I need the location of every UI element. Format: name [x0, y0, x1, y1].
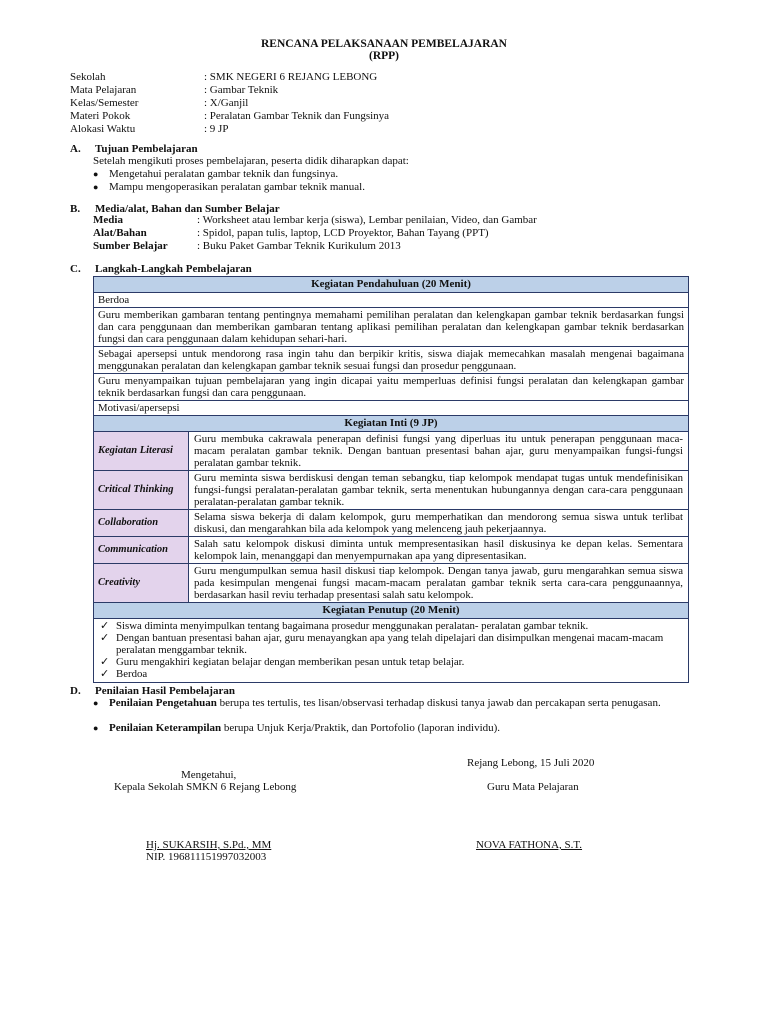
- info-row: [70, 97, 389, 110]
- check-text: Siswa diminta menyimpulkan tentang bagaimana prosedur menggunakan peralatan- peralatan gambar teknik.: [116, 620, 589, 632]
- assessment-text: [109, 697, 687, 710]
- bullet-icon: ●: [93, 169, 99, 179]
- identity-block: [70, 71, 389, 136]
- approval-heading: Mengetahui,: [181, 769, 237, 781]
- check-item: [100, 656, 682, 668]
- check-icon: ✓: [100, 656, 110, 668]
- media-key: Alat/Bahan: [93, 227, 147, 239]
- media-key: Sumber Belajar: [93, 240, 168, 252]
- check-text: Dengan bantuan presentasi bahan ajar, guru menayangkan apa yang telah dipelajari dan disimpulkan mengenai macam-macam peralatan menggambar teknik.: [116, 632, 664, 656]
- info-key: Materi Pokok: [70, 110, 131, 122]
- section-a-intro: Setelah mengikuti proses pembelajaran, peserta didik diharapkan dapat:: [93, 155, 409, 167]
- table-row: Berdoa: [94, 293, 688, 308]
- section-c-heading: [70, 263, 252, 276]
- info-key: Mata Pelajaran: [70, 84, 137, 96]
- media-row: [93, 214, 537, 227]
- section-title: Media/alat, Bahan dan Sumber Belajar: [95, 203, 280, 215]
- check-icon: ✓: [100, 668, 110, 680]
- activity-text: Guru meminta siswa berdiskusi dengan teman sebangku, tiap kelompok mendapat tugas untuk mendefinisikan fungsi-fungsi peralatan-peralatan gambar teknik, serta menentukan hubungannya dengan cara-cara penggunaan peralatan-peralatan gambar teknik.: [194, 472, 683, 508]
- principal-name: Hj. SUKARSIH, S.Pd., MM: [146, 839, 272, 851]
- check-icon: ✓: [100, 620, 110, 632]
- info-value: : Peralatan Gambar Teknik dan Fungsinya: [204, 110, 390, 122]
- media-key: Media: [93, 214, 123, 226]
- info-value: : Gambar Teknik: [204, 84, 279, 96]
- assessment-item: [93, 722, 687, 735]
- table-header-penutup: Kegiatan Penutup (20 Menit): [94, 603, 688, 619]
- document-title: RENCANA PELAKSANAAN PEMBELAJARAN: [261, 38, 507, 50]
- section-title: Langkah-Langkah Pembelajaran: [95, 263, 252, 275]
- closing-list: [94, 619, 688, 682]
- media-value: : Buku Paket Gambar Teknik Kurikulum 2013: [197, 240, 401, 252]
- table-row: [94, 432, 688, 471]
- info-value: : 9 JP: [204, 123, 229, 135]
- bullet-icon: ●: [93, 723, 99, 733]
- check-text: Guru mengakhiri kegiatan belajar dengan memberikan pesan untuk tetap belajar.: [116, 656, 465, 668]
- principal-nip: NIP. 196811151997032003: [146, 851, 267, 863]
- activity-label: Critical Thinking: [94, 471, 189, 509]
- info-key: Kelas/Semester: [70, 97, 139, 109]
- activity-text: Guru membuka cakrawala penerapan definisi fungsi yang diperluas itu untuk penerapan penggunaan maca-macam peralatan gambar teknik. Dengan bantuan presentasi bahan ajar, guru menyampaikan fungsi-fungsi peralatan gambar teknik.: [194, 433, 683, 469]
- section-letter: A.: [70, 143, 81, 155]
- table-header-inti: Kegiatan Inti (9 JP): [94, 416, 688, 432]
- learning-steps-table: [93, 276, 689, 683]
- table-row: [94, 471, 688, 510]
- table-row: Guru memberikan gambaran tentang pentingnya memahami pemilihan peralatan dan kelengkapan gambar teknik berdasarkan fungsi dan cara penggunaan dan memberikan gambaran tentang aplikasi pemilihan peralatan dan kelengkapan gambar teknik berdasarkan fungsi dan cara penggunaan dalam kehidupan sehari-hari.: [94, 308, 688, 347]
- place-date: Rejang Lebong, 15 Juli 2020: [467, 757, 595, 769]
- activity-label: Kegiatan Literasi: [94, 432, 189, 470]
- check-item: [100, 632, 682, 656]
- bullet-item: [93, 181, 365, 194]
- media-block: [93, 214, 537, 253]
- info-value: : SMK NEGERI 6 REJANG LEBONG: [204, 71, 378, 83]
- media-value: : Spidol, papan tulis, laptop, LCD Proyektor, Bahan Tayang (PPT): [197, 227, 489, 239]
- section-title: Penilaian Hasil Pembelajaran: [95, 685, 235, 697]
- assessment-text: [109, 722, 687, 735]
- info-row: [70, 123, 389, 136]
- activity-text: Selama siswa bekerja di dalam kelompok, guru memperhatikan dan mendorong semua siswa untuk terlibat diskusi, dan mengarahkan bila ada kelompok yang melenceng jauh pekerjaannya.: [194, 511, 683, 535]
- info-row: [70, 71, 389, 84]
- table-row: Guru menyampaikan tujuan pembelajaran yang ingin dicapai yaitu memperluas definisi fungsi peralatan dan kelengkapan gambar teknik berdasarkan fungsi dan cara penggunaan.: [94, 374, 688, 401]
- assessment-item: [93, 697, 687, 710]
- bullet-item: [93, 168, 338, 181]
- media-row: [93, 240, 537, 253]
- teacher-name: NOVA FATHONA, S.T.: [476, 839, 583, 851]
- document-subtitle: (RPP): [368, 50, 399, 62]
- table-row: [94, 510, 688, 537]
- table-row: [94, 564, 688, 603]
- activity-text: Salah satu kelompok diskusi diminta untuk mempresentasikan hasil diskusinya ke depan kelas. Sementara kelompok lain, menanggapi dan menyempurnakan apa yang dipresentasikan.: [194, 538, 683, 562]
- check-item: [100, 668, 682, 680]
- info-value: : X/Ganjil: [204, 97, 249, 109]
- table-row: [94, 537, 688, 564]
- bullet-icon: ●: [93, 698, 99, 708]
- table-header-pendahuluan: Kegiatan Pendahuluan (20 Menit): [94, 277, 688, 293]
- principal-role: Kepala Sekolah SMKN 6 Rejang Lebong: [114, 781, 297, 793]
- section-letter: D.: [70, 685, 81, 697]
- check-icon: ✓: [100, 632, 110, 644]
- assessment-description: berupa Unjuk Kerja/Praktik, dan Portofolio (laporan individu).: [221, 722, 501, 734]
- media-value: : Worksheet atau lembar kerja (siswa), Lembar penilaian, Video, dan Gambar: [197, 214, 537, 226]
- info-row: [70, 84, 389, 97]
- section-letter: C.: [70, 263, 81, 275]
- check-text: Berdoa: [116, 668, 148, 680]
- section-letter: B.: [70, 203, 81, 215]
- teacher-role: Guru Mata Pelajaran: [487, 781, 579, 793]
- assessment-description: berupa tes tertulis, tes lisan/observasi terhadap diskusi tanya jawab dan percakapan serta penugasan.: [216, 697, 661, 709]
- table-row: Motivasi/apersepsi: [94, 401, 688, 416]
- section-title: Tujuan Pembelajaran: [95, 143, 198, 155]
- media-row: [93, 227, 537, 240]
- bullet-text: Mengetahui peralatan gambar teknik dan fungsinya.: [109, 168, 339, 180]
- activity-text: Guru mengumpulkan semua hasil diskusi tiap kelompok. Dengan tanya jawab, guru mengarahkan semua siswa pada kesimpulan mengenai fungsi macam-macam peralatan gambar teknik serta cara-cara penggunaannya, berdasarkan hasil reviu terhadap presentasi salah satu kelompok.: [194, 565, 683, 601]
- activity-label: Creativity: [94, 564, 189, 602]
- activity-label: Communication: [94, 537, 189, 563]
- assessment-type: Penilaian Pengetahuan: [109, 697, 217, 709]
- activity-label: Collaboration: [94, 510, 189, 536]
- info-key: Sekolah: [70, 71, 106, 83]
- bullet-text: Mampu mengoperasikan peralatan gambar teknik manual.: [109, 181, 365, 193]
- info-key: Alokasi Waktu: [70, 123, 136, 135]
- assessment-type: Penilaian Keterampilan: [109, 722, 222, 734]
- table-row: Sebagai apersepsi untuk mendorong rasa ingin tahu dan berpikir kritis, siswa diajak memecahkan masalah mengenai bagaimana menggunakan peralatan dan kelengkapan gambar teknik sesuai fungsi dan prosedur penggunaan.: [94, 347, 688, 374]
- bullet-icon: ●: [93, 182, 99, 192]
- info-row: [70, 110, 389, 123]
- check-item: [100, 620, 682, 632]
